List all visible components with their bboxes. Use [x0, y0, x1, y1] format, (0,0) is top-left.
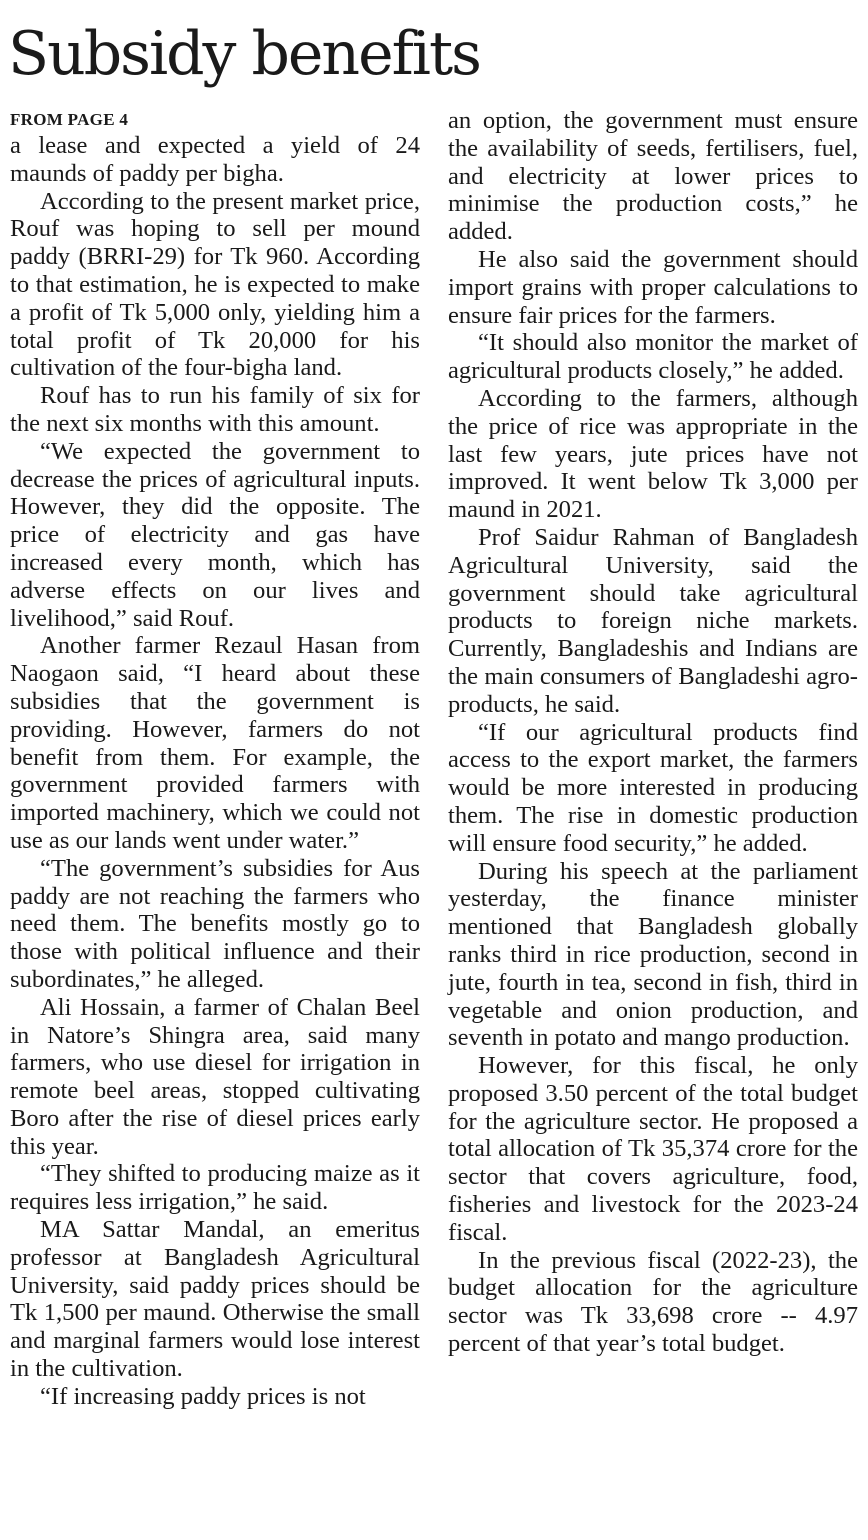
- paragraph: In the previous fiscal (2022-23), the budget allocation for the agriculture sector was Tk 33,698 crore -- 4.97 percent of that year’s total budget.: [448, 1246, 858, 1358]
- article-column-right: [448, 107, 858, 1358]
- article-column-left: [10, 107, 420, 1411]
- paragraph: an option, the government must ensure the availability of seeds, fertilisers, fuel, and electricity at lower prices to minimise the production costs,” he added.: [448, 107, 858, 246]
- paragraph: According to the present market price, Rouf was hoping to sell per mound paddy (BRRI-29) for Tk 960. According to that estimation, he is expected to make a profit of Tk 5,000 only, yielding him a total profit of Tk 20,000 for his cultivation of the four-bigha land.: [10, 187, 420, 382]
- paragraph: “The government’s subsidies for Aus paddy are not reaching the farmers who need them. The benefits mostly go to those with political influence and their subordinates,” he alleged.: [10, 854, 420, 993]
- paragraph: “If our agricultural products find access to the export market, the farmers would be more interested in producing them. The rise in domestic production will ensure food security,” he added.: [448, 718, 858, 857]
- paragraph: However, for this fiscal, he only proposed 3.50 percent of the total budget for the agriculture sector. He proposed a total allocation of Tk 35,374 crore for the sector that covers agriculture, food, fisheries and livestock for the 2023-24 fiscal.: [448, 1052, 858, 1246]
- paragraph: Another farmer Rezaul Hasan from Naogaon said, “I heard about these subsidies that the government is providing. However, farmers do not benefit from them. For example, the government provided farmers with imported machinery, which we could not use as our lands went under water.”: [10, 632, 420, 854]
- paragraph: “It should also monitor the market of agricultural products closely,” he added.: [448, 329, 858, 385]
- paragraph: Rouf has to run his family of six for the next six months with this amount.: [10, 382, 420, 437]
- continuation-kicker: FROM PAGE 4: [10, 110, 129, 129]
- paragraph: “They shifted to producing maize as it requires less irrigation,” he said.: [10, 1160, 420, 1216]
- paragraph: MA Sattar Mandal, an emeritus professor at Bangladesh Agricultural University, said paddy prices should be Tk 1,500 per maund. Otherwise the small and marginal farmers would lose interest in the cultivation.: [10, 1216, 420, 1383]
- headline: Subsidy benefits: [8, 19, 480, 89]
- paragraph: Ali Hossain, a farmer of Chalan Beel in Natore’s Shingra area, said many farmers, who use diesel for irrigation in remote beel areas, stopped cultivating Boro after the rise of diesel prices early this year.: [10, 993, 420, 1160]
- paragraph: Prof Saidur Rahman of Bangladesh Agricultural University, said the government should take agricultural products to foreign niche markets. Currently, Bangladeshis and Indians are the main consumers of Bangladeshi agro-products, he said.: [448, 523, 858, 718]
- paragraph: He also said the government should import grains with proper calculations to ensure fair prices for the farmers.: [448, 245, 858, 329]
- paragraph: During his speech at the parliament yesterday, the finance minister mentioned that Bangladesh globally ranks third in rice production, second in jute, fourth in tea, second in fish, third in vegetable and onion production, and seventh in potato and mango production.: [448, 857, 858, 1052]
- paragraph: “We expected the government to decrease the prices of agricultural inputs. However, they did the opposite. The price of electricity and gas have increased every month, which has adverse effects on our lives and livelihood,” said Rouf.: [10, 437, 420, 632]
- paragraph: According to the farmers, although the price of rice was appropriate in the last few years, jute prices have not improved. It went below Tk 3,000 per maund in 2021.: [448, 384, 858, 524]
- paragraph: a lease and expected a yield of 24 maunds of paddy per bigha.: [10, 132, 420, 187]
- paragraph: “If increasing paddy prices is not: [40, 1382, 366, 1410]
